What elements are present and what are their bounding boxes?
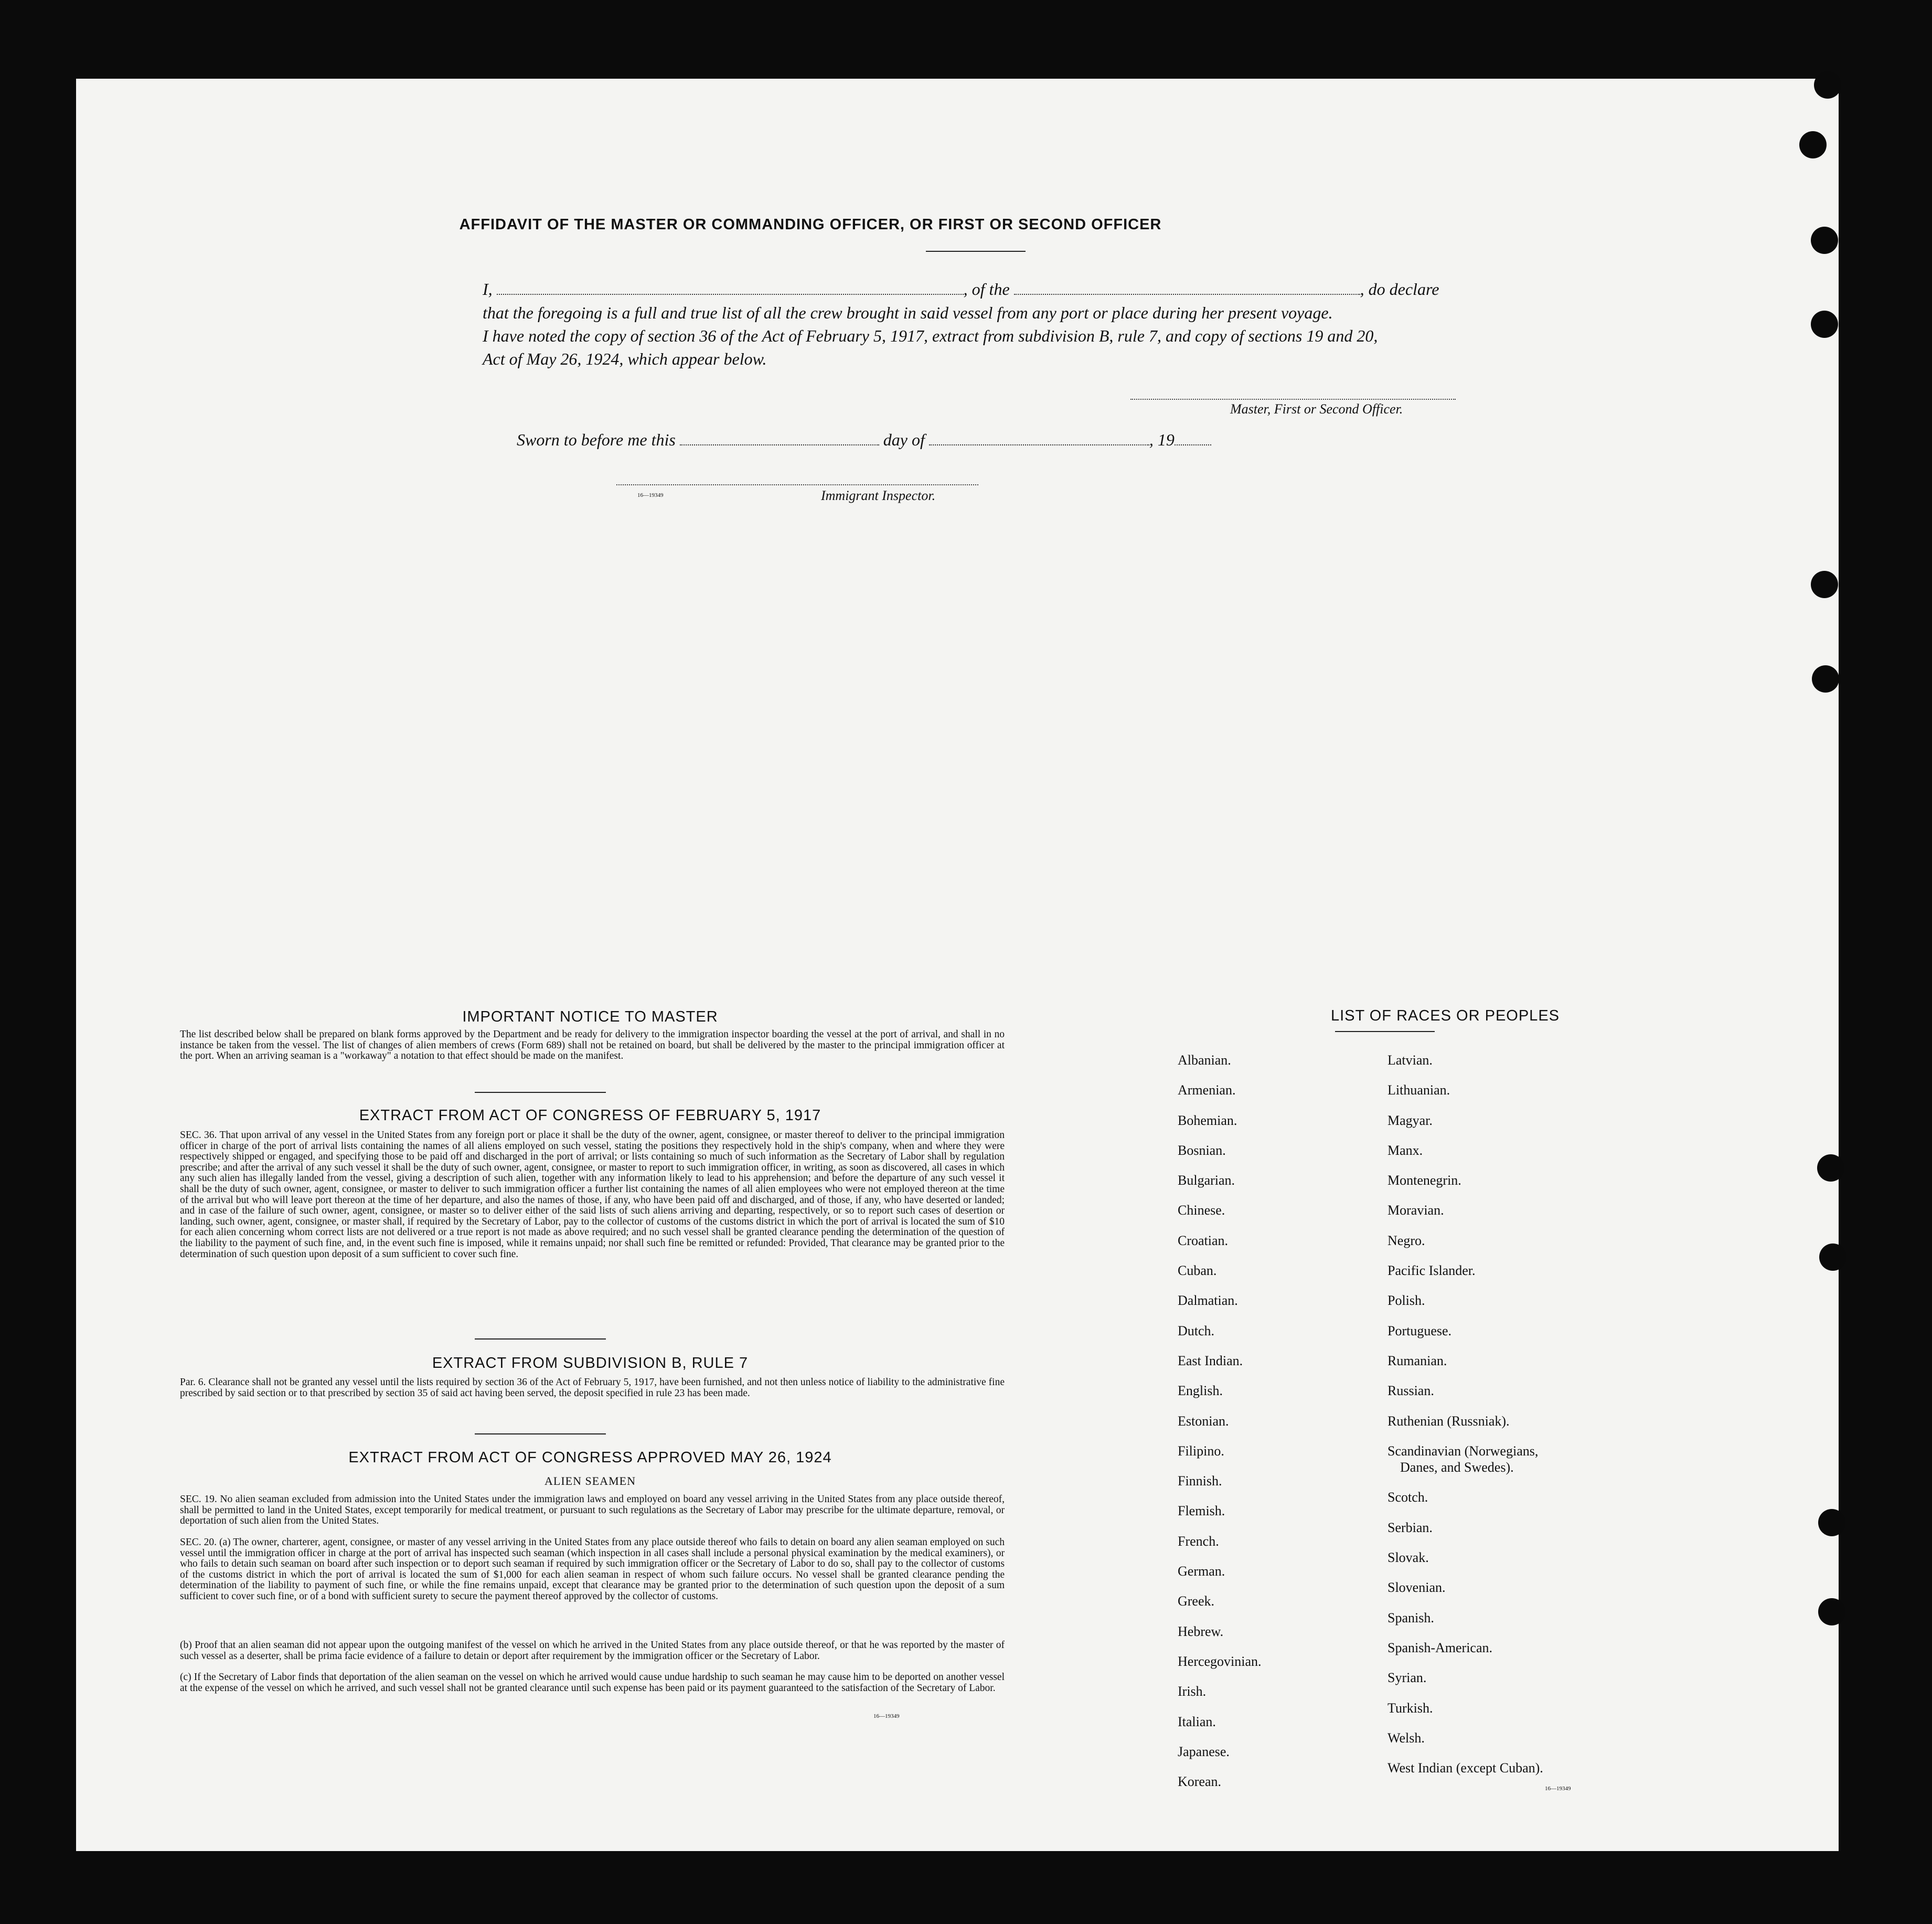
race-item: German.	[1178, 1564, 1225, 1579]
title-divider	[926, 251, 1026, 252]
race-item: Magyar.	[1387, 1112, 1433, 1128]
notice-title: IMPORTANT NOTICE TO MASTER	[462, 1008, 718, 1025]
sworn-line	[517, 430, 1211, 450]
declaration-line-4: Act of May 26, 1924, which appear below.	[483, 349, 767, 368]
master-signature-line[interactable]	[1130, 399, 1456, 400]
sworn-month-field[interactable]	[929, 432, 1149, 445]
sworn-label: Sworn to before me this	[517, 430, 676, 449]
race-item: Estonian.	[1178, 1413, 1229, 1429]
declaration-line-3: I have noted the copy of section 36 of the Act of February 5, 1917, extract from subdivision B, rule 7, and copy of sections 19 and 20,	[483, 326, 1378, 345]
declaration-do-declare: , do declare	[1360, 280, 1439, 299]
race-item: Bulgarian.	[1178, 1173, 1235, 1188]
affidavit-title: AFFIDAVIT OF THE MASTER OR COMMANDING OFFICER, OR FIRST OR SECOND OFFICER	[459, 216, 1162, 233]
race-item: Negro.	[1387, 1232, 1425, 1248]
binder-hole	[1818, 1509, 1845, 1536]
race-item: Korean.	[1178, 1774, 1222, 1790]
sworn-day-field[interactable]	[680, 432, 879, 445]
race-item: Latvian.	[1387, 1053, 1433, 1068]
race-item: East Indian.	[1178, 1353, 1243, 1368]
race-item: Manx.	[1387, 1142, 1423, 1158]
divider-3	[475, 1433, 606, 1434]
race-item: West Indian (except Cuban).	[1387, 1760, 1543, 1776]
race-item: Armenian.	[1178, 1082, 1236, 1098]
extract-1917-title: EXTRACT FROM ACT OF CONGRESS OF FEBRUARY 5, 1917	[359, 1107, 821, 1124]
document-page	[76, 79, 1839, 1851]
race-item: Turkish.	[1387, 1700, 1433, 1716]
race-item: Filipino.	[1178, 1443, 1224, 1459]
extract-1917-text: SEC. 36. That upon arrival of any vessel in the United States from any foreign port or place it shall be the duty of the owner, agent, consignee, or master thereof to deliver to the principal immigration officer in charge of the port of arrival lists containing the names of all aliens employed on such vessel, stating the positions they respectively hold in the ship's company, when and where they were respectively shipped or engaged, and specifying those to be paid off and discharged in the port of arrival; or lists containing so much of such information as the Secretary of Labor shall by regulation prescribe; and after the arrival of any such vessel it shall be the duty of such owner, agent, consignee, or master to report to such immigration officer, in writing, as soon as discovered, all cases in which any such alien has illegally landed from the vessel, giving a description of such alien, together with any information likely to lead to his apprehension; and before the departure of any such vessel it shall be the duty of such owner, agent, consignee, or master to deliver to such immigration officer a further list containing the names of all alien employees who were not employed thereon at the time of the arrival but who will leave port thereon at the time of her departure, and also the names of those, if any, who have been paid off and discharged, and of those, if any, who have deserted or landed; and in case of the failure of such owner, agent, consignee, or master so to deliver either of the said lists of such aliens arriving and departing, respectively, or so to report such cases of desertion or landing, such owner, agent, consignee, or master shall, if required by the Secretary of Labor, pay to the collector of customs of the customs district in which the port of arrival is located the sum of $10 for each alien concerning whom correct lists are not delivered or a true report is not made as above required; and no such vessel shall be granted clearance pending the determination of the question of the liability to the payment of such fine, and, in the event such fine is imposed, while it remains unpaid; nor shall such fine be remitted or refunded: Provided, That clearance may be granted prior to the determination of such question upon deposit of a sum sufficient to cover such fine.	[180, 1130, 1005, 1260]
race-item: Welsh.	[1387, 1730, 1425, 1746]
affidavit-form-number: 16—19349	[637, 492, 664, 498]
divider-2	[475, 1338, 606, 1340]
race-item: Greek.	[1178, 1593, 1215, 1609]
race-item: Croatian.	[1178, 1232, 1229, 1248]
race-item: Cuban.	[1178, 1263, 1217, 1279]
inspector-label: Immigrant Inspector.	[821, 488, 936, 503]
race-item: Syrian.	[1387, 1670, 1427, 1686]
race-item: Dutch.	[1178, 1323, 1215, 1338]
race-item: Spanish.	[1387, 1610, 1434, 1625]
race-item: Danes, and Swedes).	[1400, 1460, 1514, 1475]
race-item: Polish.	[1387, 1293, 1425, 1309]
sec19-text: SEC. 19. No alien seaman excluded from admission into the United States under the immigration laws and employed on board any vessel arriving in the United States from any place outside thereof, shall be permitted to land in the United States, except temporarily for medical treatment, or pursuant to such regulations as the Secretary of Labor may prescribe for the ultimate departure, removal, or deportation of such alien from the United States.	[180, 1494, 1005, 1527]
race-item: Moravian.	[1387, 1203, 1444, 1218]
extract-form-number: 16—19349	[873, 1713, 900, 1719]
extract-1924-title: EXTRACT FROM ACT OF CONGRESS APPROVED MAY 26, 1924	[348, 1449, 832, 1466]
vessel-name-field[interactable]	[1014, 281, 1360, 295]
declaration-of-the: , of the	[963, 280, 1010, 299]
binder-hole	[1817, 1154, 1844, 1182]
races-title: LIST OF RACES OR PEOPLES	[1330, 1007, 1560, 1024]
binder-hole	[1818, 1598, 1845, 1625]
binder-hole	[1811, 227, 1838, 254]
sworn-year-field[interactable]	[1175, 432, 1211, 445]
race-item: Albanian.	[1178, 1053, 1231, 1068]
race-item: English.	[1178, 1383, 1223, 1399]
race-item: Scotch.	[1387, 1490, 1428, 1505]
binder-hole	[1811, 571, 1838, 598]
races-column-1	[1178, 1045, 1377, 1797]
sec20a-text: SEC. 20. (a) The owner, charterer, agent, consignee, or master of any vessel arriving in the United States from any place outside thereof who fails to detain on board any alien seaman employed on such vessel until the immigration officer in charge at the port of arrival has inspected such seaman (which inspection in all cases shall include a personal physical examination by the medical examiners), or who fails to detain such seaman on board after such inspection or to deport such seaman if required by such immigration officer or the Secretary of Labor to do so, shall pay to the collector of customs of the customs district in which the port of arrival is located the sum of $1,000 for each alien seaman in respect of whom such failure occurs. No vessel shall be granted clearance pending the determination of the liability to payment of such fine, or while the fine remains unpaid, except that clearance may be granted prior to the determination of such question upon the deposit of a sum sufficient to cover such fine, or of a bond with sufficient surety to secure the payment thereof approved by the collector of customs.	[180, 1537, 1005, 1602]
extract-rule7-text: Par. 6. Clearance shall not be granted any vessel until the lists required by section 36 of the Act of February 5, 1917, have been furnished, and not then unless notice of liability to the administrative fine prescribed by said section or to that prescribed by section 35 of said act having been served, the deposit specified in rule 23 has been made.	[180, 1377, 1005, 1399]
master-signature-label: Master, First or Second Officer.	[1230, 401, 1403, 417]
race-item: Hebrew.	[1178, 1623, 1224, 1639]
extract-rule7-title: EXTRACT FROM SUBDIVISION B, RULE 7	[432, 1355, 749, 1372]
race-item: Finnish.	[1178, 1473, 1222, 1489]
race-item: Hercegovinian.	[1178, 1653, 1262, 1669]
declaration-i: I,	[483, 280, 493, 299]
race-item: Flemish.	[1178, 1503, 1225, 1519]
binder-hole	[1819, 1243, 1846, 1271]
race-item: Pacific Islander.	[1387, 1263, 1476, 1279]
sworn-year-label: , 19	[1149, 430, 1175, 449]
race-item: Dalmatian.	[1178, 1293, 1238, 1309]
divider-1	[475, 1092, 606, 1093]
race-item: Slovak.	[1387, 1550, 1429, 1566]
race-item: Chinese.	[1178, 1203, 1225, 1218]
sec20b-text: (b) Proof that an alien seaman did not appear upon the outgoing manifest of the vessel on which he arrived in the United States from any place outside thereof, or that he was reported by the master of such vessel as a deserter, shall be prima facie evidence of a failure to detain or deport after requirement by the immigration officer or the Secretary of Labor.	[180, 1640, 1005, 1662]
race-item: Ruthenian (Russniak).	[1387, 1413, 1510, 1429]
race-item: Slovenian.	[1387, 1580, 1446, 1596]
alien-seamen-subtitle: ALIEN SEAMEN	[545, 1474, 636, 1487]
race-item: Lithuanian.	[1387, 1082, 1450, 1098]
race-item: Italian.	[1178, 1714, 1216, 1729]
races-divider	[1335, 1031, 1435, 1032]
sworn-day-label: day of	[883, 430, 925, 449]
notice-text: The list described below shall be prepared on blank forms approved by the Department and be ready for delivery to the immigration inspector boarding the vessel at the port of arrival, and shall in no instance be taken from the vessel. The list of changes of alien members of crews (Form 689) shall not be retained on board, but shall be delivered by the master to the principal immigration officer at the port. When an arriving seaman is a "workaway" a notation to that effect should be made on the manifest.	[180, 1029, 1005, 1062]
race-item: Spanish-American.	[1387, 1640, 1493, 1655]
inspector-signature-line[interactable]	[616, 484, 978, 485]
declaration-line-1	[483, 280, 1553, 299]
race-item: Montenegrin.	[1387, 1173, 1461, 1188]
binder-hole	[1812, 665, 1839, 693]
race-item: Rumanian.	[1387, 1353, 1447, 1368]
declaration-line-2: that the foregoing is a full and true list of all the crew brought in said vessel from any port or place during her present voyage.	[483, 303, 1333, 322]
race-item: Serbian.	[1387, 1519, 1433, 1535]
binder-hole	[1814, 71, 1841, 99]
race-item: Bohemian.	[1178, 1112, 1237, 1128]
race-item: French.	[1178, 1533, 1219, 1549]
binder-hole	[1799, 131, 1827, 158]
race-item: Irish.	[1178, 1684, 1207, 1699]
declarant-name-field[interactable]	[497, 281, 964, 295]
binder-hole	[1811, 311, 1838, 338]
race-item: Bosnian.	[1178, 1142, 1226, 1158]
races-form-number: 16—19349	[1545, 1785, 1571, 1792]
races-column-2	[1387, 1045, 1681, 1783]
race-item: Portuguese.	[1387, 1323, 1452, 1338]
race-item: Scandinavian (Norwegians,	[1387, 1443, 1539, 1459]
race-item: Russian.	[1387, 1383, 1434, 1399]
race-item: Japanese.	[1178, 1744, 1230, 1759]
sec20c-text: (c) If the Secretary of Labor finds that deportation of the alien seaman on the vessel on which he arrived would cause undue hardship to such seaman he may cause him to be deported on another vessel at the expense of the vessel on which he arrived, and such vessel shall not be granted clearance until such expense has been paid or its payment guaranteed to the satisfaction of the Secretary of Labor.	[180, 1672, 1005, 1694]
